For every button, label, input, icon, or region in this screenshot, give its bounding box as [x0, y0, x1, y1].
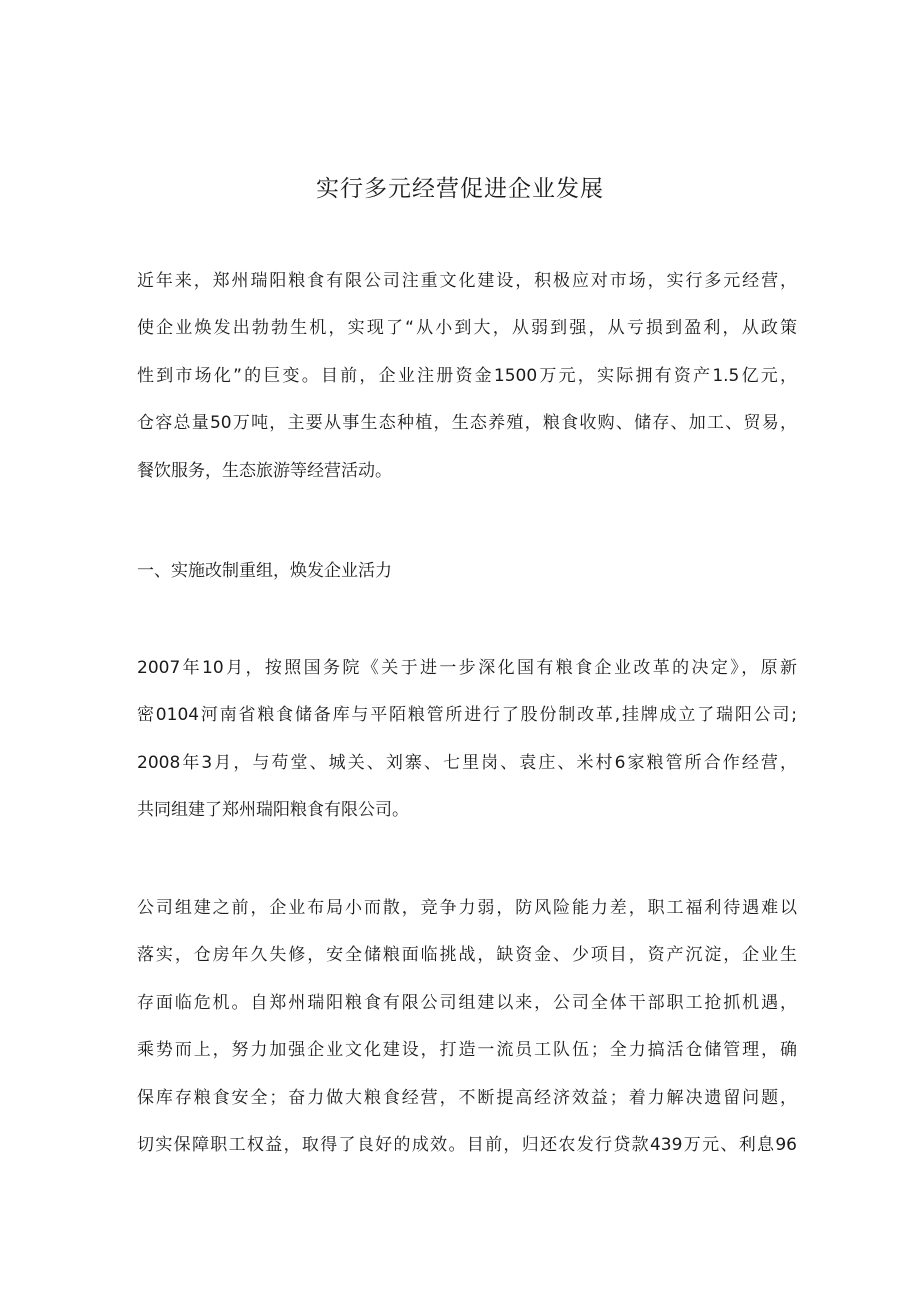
- document-title: 实行多元经营促进企业发展: [316, 176, 604, 202]
- paragraph-2-line-2: 密0104河南省粮食储备库与平陌粮管所进行了股份制改革,挂牌成立了瑞阳公司;: [137, 705, 797, 725]
- section-heading-1: 一、实施改制重组，焕发企业活力: [137, 561, 392, 581]
- paragraph-3-line-2: 落实，仓房年久失修，安全储粮面临挑战，缺资金、少项目，资产沉淀，企业生: [137, 945, 797, 965]
- paragraph-1-line-1: 近年来，郑州瑞阳粮食有限公司注重文化建设，积极应对市场，实行多元经营，: [137, 271, 797, 291]
- paragraph-1-line-2: 使企业焕发出勃勃生机，实现了“从小到大，从弱到强，从亏损到盈利，从政策: [137, 318, 797, 338]
- paragraph-2-line-1: 2007年10月，按照国务院《关于进一步深化国有粮食企业改革的决定》，原新: [137, 658, 797, 678]
- paragraph-3-line-1: 公司组建之前，企业布局小而散，竞争力弱，防风险能力差，职工福利待遇难以: [137, 898, 797, 918]
- paragraph-1-line-5: 餐饮服务，生态旅游等经营活动。: [137, 461, 392, 481]
- paragraph-3-line-4: 乘势而上，努力加强企业文化建设，打造一流员工队伍；全力搞活仓储管理，确: [137, 1040, 797, 1060]
- paragraph-3-line-6: 切实保障职工权益，取得了良好的成效。目前，归还农发行贷款439万元、利息96: [137, 1135, 797, 1155]
- paragraph-3-line-5: 保库存粮食安全；奋力做大粮食经营，不断提高经济效益；着力解决遗留问题，: [137, 1088, 797, 1108]
- paragraph-2-line-3: 2008年3月，与苟堂、城关、刘寨、七里岗、袁庄、米村6家粮管所合作经营，: [137, 753, 797, 773]
- paragraph-1-line-4: 仓容总量50万吨，主要从事生态种植，生态养殖，粮食收购、储存、加工、贸易，: [137, 413, 797, 433]
- paragraph-2-line-4: 共同组建了郑州瑞阳粮食有限公司。: [137, 800, 409, 820]
- paragraph-1-line-3: 性到市场化”的巨变。目前，企业注册资金1500万元，实际拥有资产1.5亿元，: [137, 366, 797, 386]
- paragraph-3-line-3: 存面临危机。自郑州瑞阳粮食有限公司组建以来，公司全体干部职工抢抓机遇，: [137, 993, 797, 1013]
